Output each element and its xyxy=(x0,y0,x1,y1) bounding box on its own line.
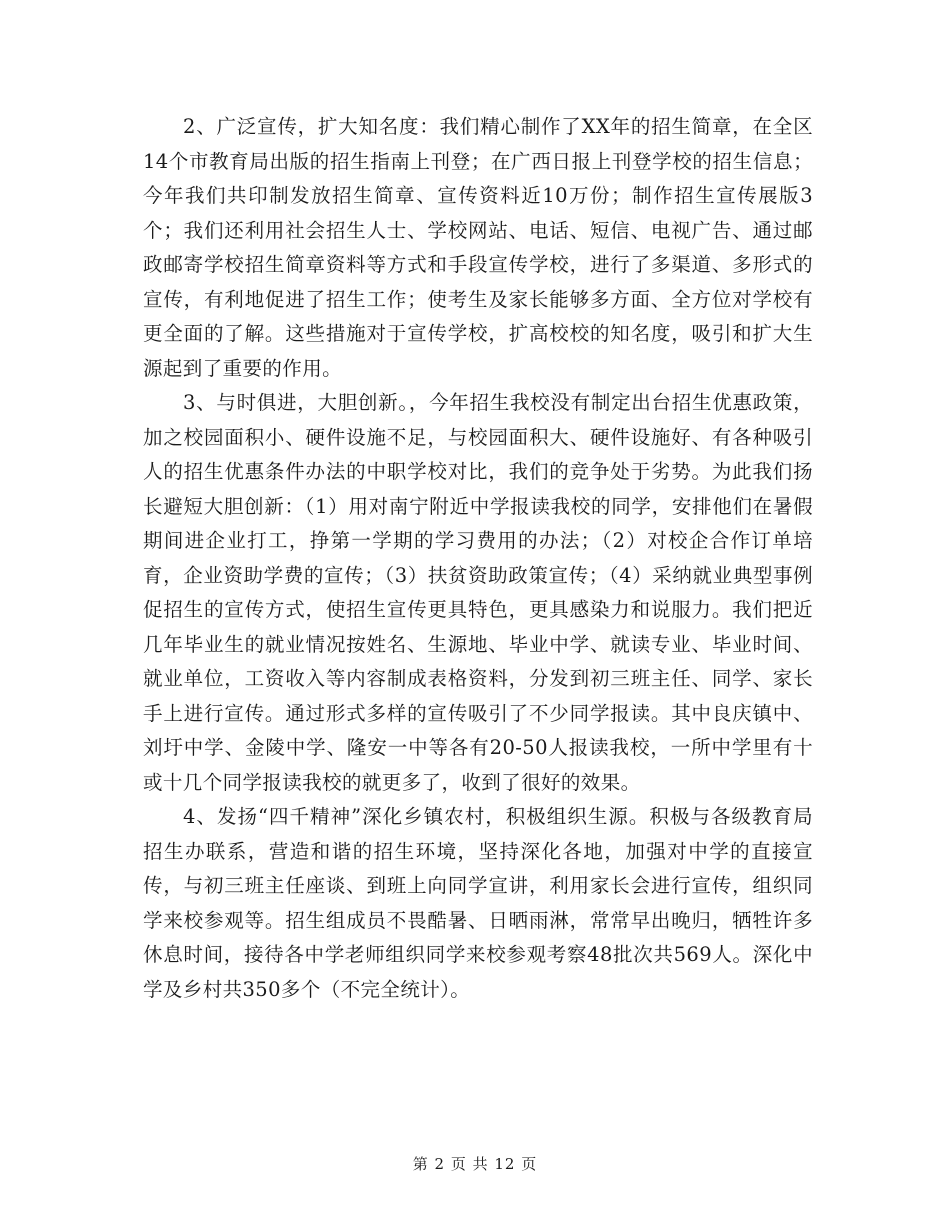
paragraph-4-outreach: 4、发扬“四千精神”深化乡镇农村，积极组织生源。积极与各级教育局招生办联系，营造和谐的招生环境，坚持深化各地，加强对中学的直接宣传，与初三班主任座谈、到班上向同学宣讲，利用家长会进行宣传，组织同学来校参观等。招生组成员不畏酷暑、日晒雨淋，常常早出晚归，牺牲许多休息时间，接待各中学老师组织同学来校参观考察48批次共569人。深化中学及乡村共350多个（不完全统计）。 xyxy=(143,805,813,1001)
page-number-footer: 第 2 页 共 12 页 xyxy=(412,1155,538,1173)
document-body xyxy=(143,110,813,1007)
paragraph-3-innovation: 3、与时俱进，大胆创新。，今年招生我校没有制定出台招生优惠政策，加之校园面积小、硬件设施不足，与校园面积大、硬件设施好、有各种吸引人的招生优惠条件办法的中职学校对比，我们的竞争处于劣势。为此我们扬长避短大胆创新：（1）用对南宁附近中学报读我校的同学，安排他们在暑假期间进企业打工，挣第一学期的学习费用的办法；（2）对校企合作订单培育，企业资助学费的宣传；（3）扶贫资助政策宣传；（4）采纳就业典型事例促招生的宣传方式，使招生宣传更具特色，更具感染力和说服力。我们把近几年毕业生的就业情况按姓名、生源地、毕业中学、就读专业、毕业时间、就业单位，工资收入等内容制成表格资料，分发到初三班主任、同学、家长手上进行宣传。通过形式多样的宣传吸引了不少同学报读。其中良庆镇中、刘圩中学、金陵中学、隆安一中等各有20-50人报读我校，一所中学里有十或十几个同学报读我校的就更多了，收到了很好的效果。 xyxy=(143,391,813,794)
paragraph-2-publicity: 2、广泛宣传，扩大知名度：我们精心制作了XX年的招生简章，在全区14个市教育局出版的招生指南上刊登；在广西日报上刊登学校的招生信息；今年我们共印制发放招生简章、宣传资料近10万份；制作招生宣传展版3个；我们还利用社会招生人士、学校网站、电话、短信、电视广告、通过邮政邮寄学校招生简章资料等方式和手段宣传学校，进行了多渠道、多形式的宣传，有利地促进了招生工作；使考生及家长能够多方面、全方位对学校有更全面的了解。这些措施对于宣传学校，扩高校校的知名度，吸引和扩大生源起到了重要的作用。 xyxy=(143,115,813,380)
